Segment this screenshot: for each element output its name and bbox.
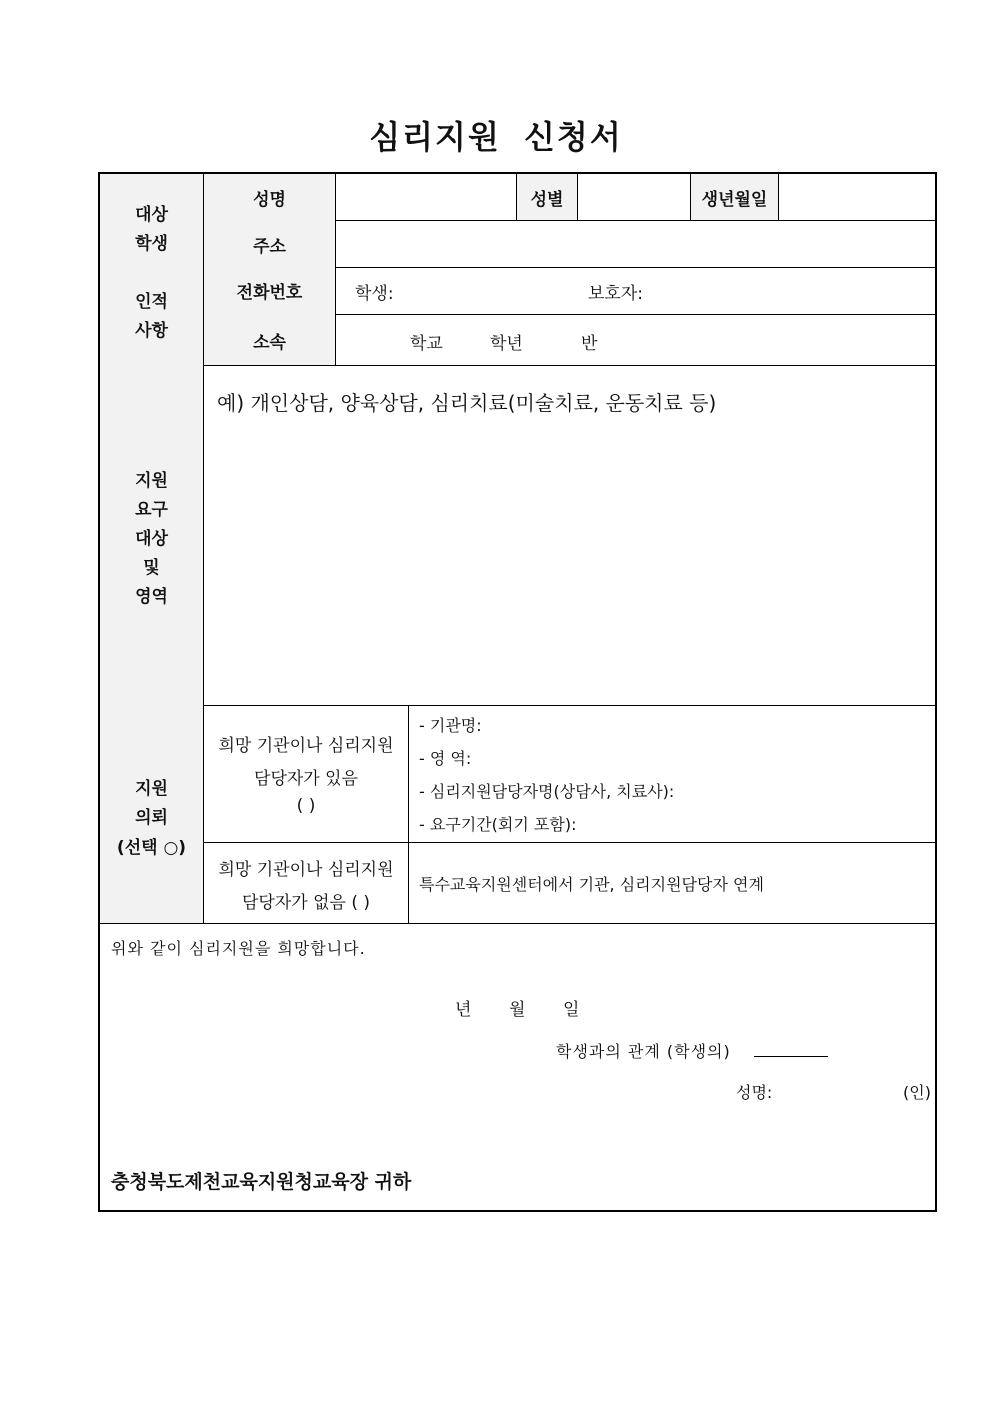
row-divider	[204, 365, 935, 366]
referral-header-line: 지원	[135, 779, 168, 799]
referral-header-line: (선택 ○)	[116, 838, 187, 858]
birthdate-label: 생년월일	[701, 190, 768, 210]
referral-no-detail: 특수교육지원센터에서 기관, 심리지원담당자 연계	[419, 875, 764, 894]
affiliation-class-label: 반	[581, 334, 598, 354]
page-title: 심리지원 신청서	[369, 118, 623, 156]
referral-option-no-line: 희망 기관이나 심리지원	[218, 860, 394, 880]
row-divider	[336, 314, 935, 315]
phone-guardian-label: 보호자:	[588, 284, 643, 304]
relation-label: 학생과의 관계 (학생의)	[556, 1042, 731, 1061]
request-header-line: 및	[143, 558, 160, 578]
referral-option-no-checkbox[interactable]: 담당자가 없음 ( )	[241, 893, 370, 913]
referral-counselor-line: - 심리지원담당자명(상담사, 치료사):	[419, 782, 675, 801]
phone-student-field[interactable]	[400, 270, 580, 312]
student-info-header-line: 사항	[135, 321, 168, 341]
row-divider	[204, 705, 935, 706]
referral-institution-line: - 기관명:	[419, 716, 482, 735]
date-day-label: 일	[563, 1000, 580, 1020]
relation-underline[interactable]	[754, 1056, 828, 1057]
gender-label: 성별	[530, 190, 564, 210]
birthdate-field[interactable]	[780, 175, 934, 219]
student-info-header-line: 대상	[135, 205, 168, 225]
gender-field[interactable]	[579, 175, 689, 219]
date-month-label: 월	[509, 1000, 526, 1020]
application-statement: 위와 같이 심리지원을 희망합니다.	[111, 939, 366, 958]
seal-label: (인)	[903, 1083, 931, 1102]
request-example-text: 예) 개인상담, 양육상담, 심리치료(미술치료, 운동치료 등)	[217, 391, 717, 415]
signature-label: 성명:	[736, 1083, 773, 1102]
phone-guardian-field[interactable]	[652, 270, 932, 312]
name-field[interactable]	[337, 175, 515, 219]
date-year-label: 년	[455, 1000, 472, 1020]
referral-option-yes-line: 담당자가 있음	[254, 769, 358, 789]
row-divider	[204, 923, 935, 924]
row-divider	[336, 220, 935, 221]
row-divider	[336, 267, 935, 268]
referral-period-line: - 요구기간(회기 포함):	[419, 815, 577, 834]
affiliation-label: 소속	[253, 333, 286, 353]
request-header-line: 영역	[135, 587, 168, 607]
addressee: 충청북도제천교육지원청교육장 귀하	[111, 1171, 412, 1193]
request-header-line: 요구	[135, 500, 168, 520]
referral-option-yes-checkbox[interactable]: ( )	[296, 796, 316, 816]
address-label: 주소	[253, 237, 286, 257]
request-details-field[interactable]	[205, 420, 934, 702]
phone-label: 전화번호	[236, 283, 303, 303]
address-field[interactable]	[337, 222, 934, 266]
row-divider	[204, 842, 935, 843]
request-header-line: 대상	[135, 529, 168, 549]
name-label: 성명	[253, 190, 286, 210]
referral-header-line: 의뢰	[135, 808, 168, 828]
affiliation-grade-label: 학년	[490, 334, 523, 354]
referral-option-yes-line: 희망 기관이나 심리지원	[218, 736, 394, 756]
affiliation-school-label: 학교	[410, 334, 443, 354]
column-divider	[408, 705, 409, 923]
request-header-line: 지원	[135, 471, 168, 491]
student-info-header-line: 인적	[135, 292, 168, 312]
student-info-header-line: 학생	[135, 234, 168, 254]
referral-area-line: - 영 역:	[419, 749, 472, 768]
phone-student-label: 학생:	[355, 284, 394, 304]
